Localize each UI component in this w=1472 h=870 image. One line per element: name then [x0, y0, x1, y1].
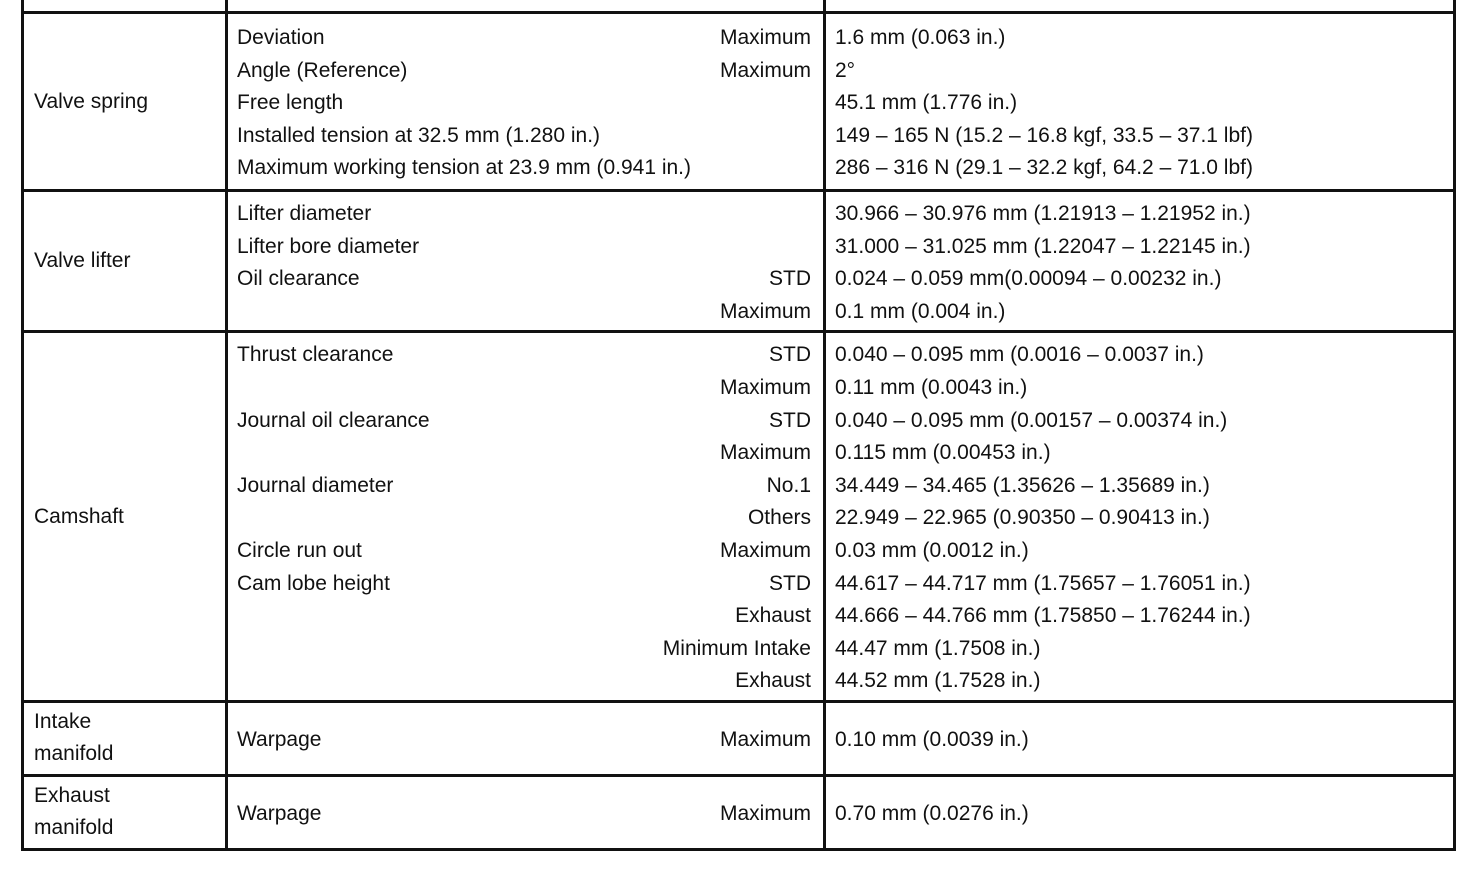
spec-qualifier: Exhaust [735, 604, 811, 628]
spec-section-row [23, 701, 1455, 775]
spec-value: 0.11 mm (0.0043 in.) [835, 375, 1028, 399]
spec-item-line [228, 405, 823, 438]
spec-item-line [228, 724, 823, 757]
spec-item-line [228, 339, 823, 372]
spec-qualifier: No.1 [766, 473, 811, 497]
spec-value: 44.52 mm (1.7528 in.) [835, 669, 1041, 693]
spec-item-line [228, 120, 823, 153]
spec-items-cell [227, 775, 825, 849]
spec-qualifier: Maximum [719, 802, 811, 826]
spec-value: 44.617 – 44.717 mm (1.75657 – 1.76051 in.) [835, 571, 1251, 595]
component-name-cell [23, 332, 227, 702]
spec-section-row [23, 191, 1455, 332]
spec-item-label: Journal oil clearance [237, 408, 430, 432]
spec-value: 149 – 165 N (15.2 – 16.8 kgf, 33.5 – 37.1 lbf) [835, 123, 1253, 147]
component-name-cell [23, 13, 227, 191]
spec-item-label: Cam lobe height [237, 571, 390, 595]
spec-qualifier: Others [747, 506, 811, 530]
component-name: Valve spring [34, 89, 149, 113]
spec-qualifier: STD [769, 571, 811, 595]
spec-item-line [228, 437, 823, 470]
spec-item-label: Thrust clearance [237, 343, 394, 367]
spec-value: 44.666 – 44.766 mm (1.75850 – 1.76244 in.) [835, 604, 1251, 628]
spec-item-label: Deviation [237, 26, 325, 50]
spec-item-line [228, 231, 823, 264]
spec-item-label: Lifter diameter [237, 202, 372, 225]
spec-table [21, 0, 1456, 851]
spec-items-cell [227, 191, 825, 332]
spec-value: 30.966 – 30.976 mm (1.21913 – 1.21952 in.) [835, 202, 1251, 225]
component-name: Camshaft [34, 504, 124, 528]
spec-item-line [228, 87, 823, 120]
table-top-row [23, 0, 1455, 13]
spec-values-cell [825, 701, 1455, 775]
spec-item-line [228, 198, 823, 231]
spec-item-label: Free length [237, 91, 344, 115]
component-name-cell [23, 191, 227, 332]
spec-item-line [228, 372, 823, 405]
spec-value: 0.024 – 0.059 mm(0.00094 – 0.00232 in.) [835, 267, 1222, 291]
spec-value: 0.040 – 0.095 mm (0.00157 – 0.00374 in.) [835, 408, 1228, 432]
spec-item-line [228, 665, 823, 698]
spec-item-label: Installed tension at 32.5 mm (1.280 in.) [237, 123, 601, 147]
spec-qualifier: Maximum [719, 728, 811, 752]
spec-item-line [228, 470, 823, 503]
spec-item-label: Warpage [237, 728, 322, 752]
spec-section-row [23, 775, 1455, 849]
spec-item-label: Warpage [237, 802, 322, 826]
spec-item-line [228, 600, 823, 633]
spec-section-row [23, 13, 1455, 191]
component-name: Exhaust manifold [34, 784, 114, 840]
spec-values-cell [825, 13, 1455, 191]
spec-items-cell [227, 332, 825, 702]
spec-value: 34.449 – 34.465 (1.35626 – 1.35689 in.) [835, 473, 1210, 497]
spec-value: 0.1 mm (0.004 in.) [835, 299, 1006, 323]
spec-qualifier: Minimum Intake [662, 636, 811, 660]
spec-value: 286 – 316 N (29.1 – 32.2 kgf, 64.2 – 71.0 lbf) [835, 156, 1253, 180]
spec-value: 0.10 mm (0.0039 in.) [835, 728, 1029, 752]
component-name-cell [23, 701, 227, 775]
component-name: Intake manifold [34, 710, 114, 766]
spec-item-line [228, 535, 823, 568]
spec-qualifier: Maximum [719, 26, 811, 50]
spec-item-line [228, 263, 823, 296]
spec-item-label: Circle run out [237, 538, 362, 562]
spec-value: 22.949 – 22.965 (0.90350 – 0.90413 in.) [835, 506, 1210, 530]
spec-values-cell [825, 191, 1455, 332]
spec-item-label: Maximum working tension at 23.9 mm (0.941 in.) [237, 156, 692, 180]
spec-value: 2° [835, 58, 856, 82]
spec-item-line [228, 55, 823, 88]
spec-value: 31.000 – 31.025 mm (1.22047 – 1.22145 in.) [835, 234, 1251, 258]
spec-qualifier: Maximum [719, 441, 811, 465]
spec-values-cell [825, 775, 1455, 849]
spec-items-cell [227, 701, 825, 775]
spec-qualifier: Maximum [719, 58, 811, 82]
spec-item-label: Angle (Reference) [237, 58, 408, 82]
spec-item-line [228, 502, 823, 535]
spec-item-label: Journal diameter [237, 473, 394, 497]
spec-item-label: Oil clearance [237, 267, 360, 291]
spec-items-cell [227, 13, 825, 191]
component-name-cell [23, 775, 227, 849]
spec-item-line [228, 633, 823, 666]
spec-qualifier: STD [769, 267, 811, 291]
component-name: Valve lifter [34, 249, 131, 273]
spec-value: 0.03 mm (0.0012 in.) [835, 538, 1029, 562]
spec-value: 44.47 mm (1.7508 in.) [835, 636, 1041, 660]
spec-item-label: Lifter bore diameter [237, 234, 420, 258]
spec-value: 1.6 mm (0.063 in.) [835, 26, 1006, 50]
spec-value: 0.70 mm (0.0276 in.) [835, 802, 1029, 826]
spec-item-line [228, 296, 823, 329]
spec-qualifier: STD [769, 408, 811, 432]
spec-values-cell [825, 332, 1455, 702]
spec-qualifier: Maximum [719, 375, 811, 399]
spec-value: 0.115 mm (0.00453 in.) [835, 441, 1051, 465]
spec-qualifier: Exhaust [735, 669, 811, 693]
spec-item-line [228, 152, 823, 185]
spec-value: 45.1 mm (1.776 in.) [835, 91, 1018, 115]
spec-value: 0.040 – 0.095 mm (0.0016 – 0.0037 in.) [835, 343, 1204, 367]
spec-item-line [228, 798, 823, 831]
spec-qualifier: Maximum [719, 538, 811, 562]
spec-qualifier: STD [769, 343, 811, 367]
spec-item-line [228, 22, 823, 55]
spec-qualifier: Maximum [719, 299, 811, 323]
spec-item-line [228, 568, 823, 601]
spec-section-row [23, 332, 1455, 702]
